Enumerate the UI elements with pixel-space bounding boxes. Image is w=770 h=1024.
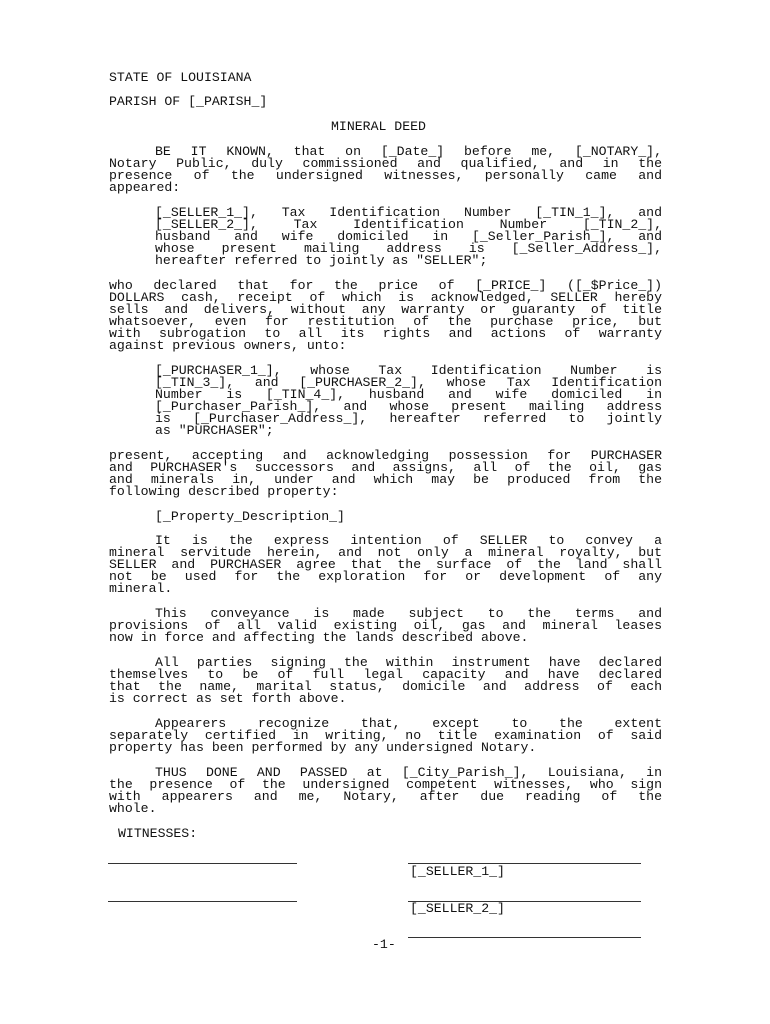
intro-line-1: BE IT KNOWN, that on [_Date_] before me, [_NOTARY_], [155, 144, 662, 159]
passed-line-2: the presence of the undersigned competent witnesses, who sign [109, 777, 662, 792]
seller-1-signature-label: [_SELLER_1_] [410, 864, 505, 879]
intro-line-2: Notary Public, duly commissioned and qualified, and in the [109, 156, 662, 171]
conveyance-line-1: This conveyance is made subject to the terms and [155, 606, 662, 621]
intro-line-3: presence of the undersigned witnesses, personally came and [109, 168, 662, 183]
passed-line-3: with appearers and me, Notary, after due reading of the [109, 789, 662, 804]
purchaser-line-6: as "PURCHASER"; [155, 423, 274, 438]
intention-line-4: not be used for the exploration for or development of any [109, 569, 662, 584]
capacity-line-2: themselves to be of full legal capacity and have declared [109, 667, 662, 682]
appearers-line-2: separately certified in writing, no title examination of said [109, 728, 662, 743]
conveyance-line-3: now in force and affecting the lands described above. [109, 630, 529, 645]
intention-line-2: mineral servitude herein, and not only a mineral royalty, but [109, 545, 662, 560]
conveyance-line-2: provisions of all valid existing oil, gas and mineral leases [109, 618, 662, 633]
property-description: [_Property_Description_] [155, 509, 345, 524]
passed-line-4: whole. [109, 801, 157, 816]
capacity-line-1: All parties signing the within instrument have declared [155, 655, 662, 670]
witness-2-signature-line [108, 901, 297, 902]
intro-line-4: appeared: [109, 180, 181, 195]
seller-line-5: hereafter referred to jointly as "SELLER"; [155, 253, 488, 268]
price-line-6: against previous owners, unto: [109, 338, 347, 353]
price-line-2: DOLLARS cash, receipt of which is acknowledged, SELLER hereby [109, 290, 662, 305]
appearers-line-1: Appearers recognize that, except to the extent [155, 716, 662, 731]
price-line-3: sells and delivers, without any warranty or guaranty of title [109, 302, 662, 317]
seller-line-1: [_SELLER_1_], Tax Identification Number [_TIN_1_], and [155, 205, 662, 220]
intention-line-1: It is the express intention of SELLER to convey a [155, 533, 662, 548]
seller-line-3: husband and wife domiciled in [_Seller_Parish_], and [155, 229, 662, 244]
intention-line-3: SELLER and PURCHASER agree that the surface of the land shall [109, 557, 662, 572]
seller-2-signature-label: [_SELLER_2_] [410, 901, 505, 916]
witness-1-signature-line [108, 863, 297, 864]
capacity-line-3: that the name, marital status, domicile and address of each [109, 679, 662, 694]
seller-line-4: whose present mailing address is [_Seller_Address_], [155, 241, 662, 256]
additional-signature-line [408, 937, 641, 938]
page-number: -1- [372, 937, 396, 952]
purchaser-line-5: is [_Purchaser_Address_], hereafter referred to jointly [155, 411, 662, 426]
passed-line-1: THUS DONE AND PASSED at [_City_Parish_], Louisiana, in [155, 765, 662, 780]
intention-line-5: mineral. [109, 581, 173, 596]
state-heading: STATE OF LOUISIANA [109, 70, 252, 85]
price-line-5: with subrogation to all its rights and actions of warranty [109, 326, 662, 341]
purchaser-line-3: Number is [_TIN_4_], husband and wife domiciled in [155, 387, 662, 402]
appearers-line-3: property has been performed by any undersigned Notary. [109, 740, 537, 755]
possession-line-2: and PURCHASER's successors and assigns, all of the oil, gas [109, 460, 662, 475]
price-line-1: who declared that for the price of [_PRICE_] ([_$Price_]) [109, 278, 662, 293]
seller-line-2: [_SELLER_2_], Tax Identification Number [_TIN_2_], [155, 217, 662, 232]
purchaser-line-1: [_PURCHASER_1_], whose Tax Identification Number is [155, 363, 662, 378]
price-line-4: whatsoever, even for restitution of the purchase price, but [109, 314, 662, 329]
possession-line-3: and minerals in, under and which may be produced from the [109, 472, 662, 487]
purchaser-line-2: [_TIN_3_], and [_PURCHASER_2_], whose Tax Identification [155, 375, 662, 390]
possession-line-1: present, accepting and acknowledging possession for PURCHASER [109, 448, 662, 463]
witnesses-label: WITNESSES: [118, 826, 198, 841]
document-title: MINERAL DEED [331, 119, 426, 134]
capacity-line-4: is correct as set forth above. [109, 691, 347, 706]
possession-line-4: following described property: [109, 484, 339, 499]
purchaser-line-4: [_Purchaser_Parish_], and whose present mailing address [155, 399, 662, 414]
parish-heading: PARISH OF [_PARISH_] [109, 94, 268, 109]
